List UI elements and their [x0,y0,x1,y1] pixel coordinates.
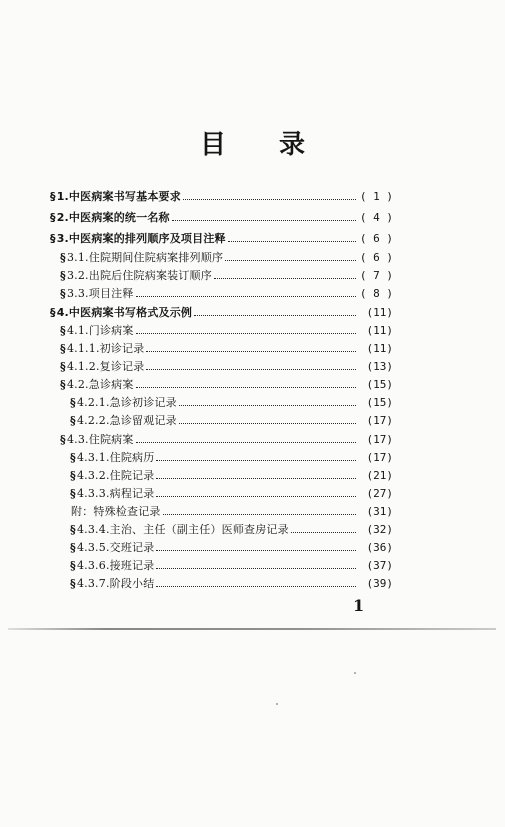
toc-page-number: (11) [366,324,393,337]
toc-entry[interactable] [60,340,393,356]
toc-page-number: (13) [366,360,393,373]
toc-entry-label [70,414,177,428]
dot-leader [228,241,356,242]
toc-entry-title: 4.3.6.接班记录 [76,559,155,572]
toc-page-number: (27) [366,487,393,500]
dot-leader [225,260,356,261]
page-number: 1 [353,596,365,615]
toc-page-number: (39) [366,577,393,590]
toc-entry[interactable] [50,209,393,225]
section-mark: § [60,433,66,446]
toc-entry-title: 4.3.5.交班记录 [76,541,155,554]
toc-entry-label [70,559,154,573]
toc-page-number: ( 7 ) [359,269,393,282]
toc-entry[interactable] [70,503,393,519]
toc-entry-title: 4.中医病案书写格式及示例 [56,306,193,319]
section-mark: § [70,487,76,500]
toc-entry[interactable] [50,188,393,204]
toc-entry-label [60,287,134,301]
toc-entry-label [70,451,154,465]
dot-leader [291,532,356,533]
toc-page-number: ( 6 ) [359,251,393,264]
toc-entry-label [60,433,134,447]
toc-entry-title: 3.2.出院后住院病案装订顺序 [66,269,212,282]
scan-speck [276,703,278,705]
section-mark: § [60,287,66,300]
dot-leader [156,586,356,587]
toc-entry[interactable] [60,322,393,338]
section-mark: § [50,232,56,245]
toc-page-number: (17) [366,414,393,427]
toc-entry-title: 3.中医病案的排列顺序及项目注释 [56,232,226,245]
toc-entry[interactable] [60,285,393,301]
toc-entry-label [70,505,161,519]
toc-entry-label [70,396,177,410]
toc-entry-label [60,342,144,356]
toc-entry[interactable] [70,557,393,573]
section-mark: § [50,190,56,203]
toc-entry-title: 4.3.1.住院病历 [76,451,155,464]
toc-entry[interactable] [60,358,393,374]
toc-entry-label [50,306,192,320]
toc-entry-title: 4.3.7.阶段小结 [76,577,155,590]
toc-entry[interactable] [70,575,393,591]
page-title: 目 录 [199,130,328,160]
toc-entry-title: 4.3.2.住院记录 [76,469,155,482]
dot-leader [163,514,356,515]
toc-entry-title: 4.1.门诊病案 [66,324,134,337]
scan-speck [354,672,356,674]
toc-entry[interactable] [70,485,393,501]
dot-leader [136,333,356,334]
toc-page-number: ( 6 ) [359,232,393,245]
toc-entry-label [50,211,170,225]
section-mark: § [70,451,76,464]
toc-page-number: (11) [366,306,393,319]
toc-entry-label [60,360,144,374]
section-mark: § [60,360,66,373]
dot-leader [136,442,356,443]
dot-leader [136,296,356,297]
dot-leader [172,220,356,221]
toc-entry-title: 4.3.3.病程记录 [76,487,155,500]
toc-page-number: (21) [366,469,393,482]
toc-entry[interactable] [60,267,393,283]
toc-entry-title: 1.中医病案书写基本要求 [56,190,181,203]
dot-leader [146,351,356,352]
toc-entry-label [60,269,212,283]
section-mark: § [60,269,66,282]
toc-entry-label [60,251,223,265]
section-mark: § [60,342,66,355]
section-mark: § [60,378,66,391]
dot-leader [156,550,356,551]
toc-entry-title: 3.1.住院期间住院病案排列顺序 [66,251,224,264]
toc-page-number: (17) [366,451,393,464]
dot-leader [156,478,356,479]
section-mark: § [60,251,66,264]
toc-entry-title: 4.3.4.主治、主任（副主任）医师查房记录 [76,523,289,536]
toc-entry[interactable] [60,376,393,392]
toc-entry-title: 4.2.1.急诊初诊记录 [76,396,177,409]
toc-entry-title: 4.2.急诊病案 [66,378,134,391]
toc-entry[interactable] [70,412,393,428]
dot-leader [156,496,356,497]
scan-divider-line [8,628,496,630]
dot-leader [183,199,356,200]
dot-leader [146,369,356,370]
toc-page-number: (17) [366,433,393,446]
toc-page-number: (32) [366,523,393,536]
toc-entry-label [70,577,154,591]
dot-leader [194,315,356,316]
toc-entry[interactable] [70,539,393,555]
toc-entry[interactable] [60,431,393,447]
toc-entry-label [50,190,181,204]
toc-entry[interactable] [70,449,393,465]
toc-page-number: ( 1 ) [359,190,393,203]
toc-entry[interactable] [50,230,393,246]
toc-entry[interactable] [70,521,393,537]
section-mark: § [60,324,66,337]
toc-entry-label [70,541,154,555]
dot-leader [156,460,356,461]
toc-page-number: (31) [366,505,393,518]
toc-entry-title: 3.3.项目注释 [66,287,134,300]
toc-entry-title: 4.1.2.复诊记录 [66,360,145,373]
toc-entry-title: 4.1.1.初诊记录 [66,342,145,355]
toc-entry[interactable] [50,304,393,320]
dot-leader [179,423,356,424]
toc-page-number: (37) [366,559,393,572]
section-mark: § [70,414,76,427]
toc-entry-title: 附：特殊检查记录 [71,505,161,518]
toc-entry-label [50,232,226,246]
section-mark: § [70,541,76,554]
toc-entry[interactable] [70,467,393,483]
section-mark: § [70,577,76,590]
section-mark: § [50,211,56,224]
dot-leader [136,387,356,388]
toc-page-number: ( 4 ) [359,211,393,224]
toc-entry-title: 4.3.住院病案 [66,433,134,446]
toc-page-number: (36) [366,541,393,554]
section-mark: § [70,523,76,536]
toc-entry-title: 4.2.2.急诊留观记录 [76,414,177,427]
toc-entry[interactable] [70,394,393,410]
toc-page-number: (15) [366,396,393,409]
toc-entry-label [70,469,154,483]
section-mark: § [70,469,76,482]
toc-entry-label [60,378,134,392]
dot-leader [214,278,356,279]
section-mark: § [70,396,76,409]
toc-entry-label [70,487,154,501]
toc-page-number: (11) [366,342,393,355]
dot-leader [179,405,356,406]
toc-entry[interactable] [60,249,393,265]
section-mark: § [50,306,56,319]
toc-entry-title: 2.中医病案的统一名称 [56,211,170,224]
toc-page-number: (15) [366,378,393,391]
toc-page-number: ( 8 ) [359,287,393,300]
toc-entry-label [70,523,289,537]
toc-entry-label [60,324,134,338]
dot-leader [156,568,356,569]
section-mark: § [70,559,76,572]
